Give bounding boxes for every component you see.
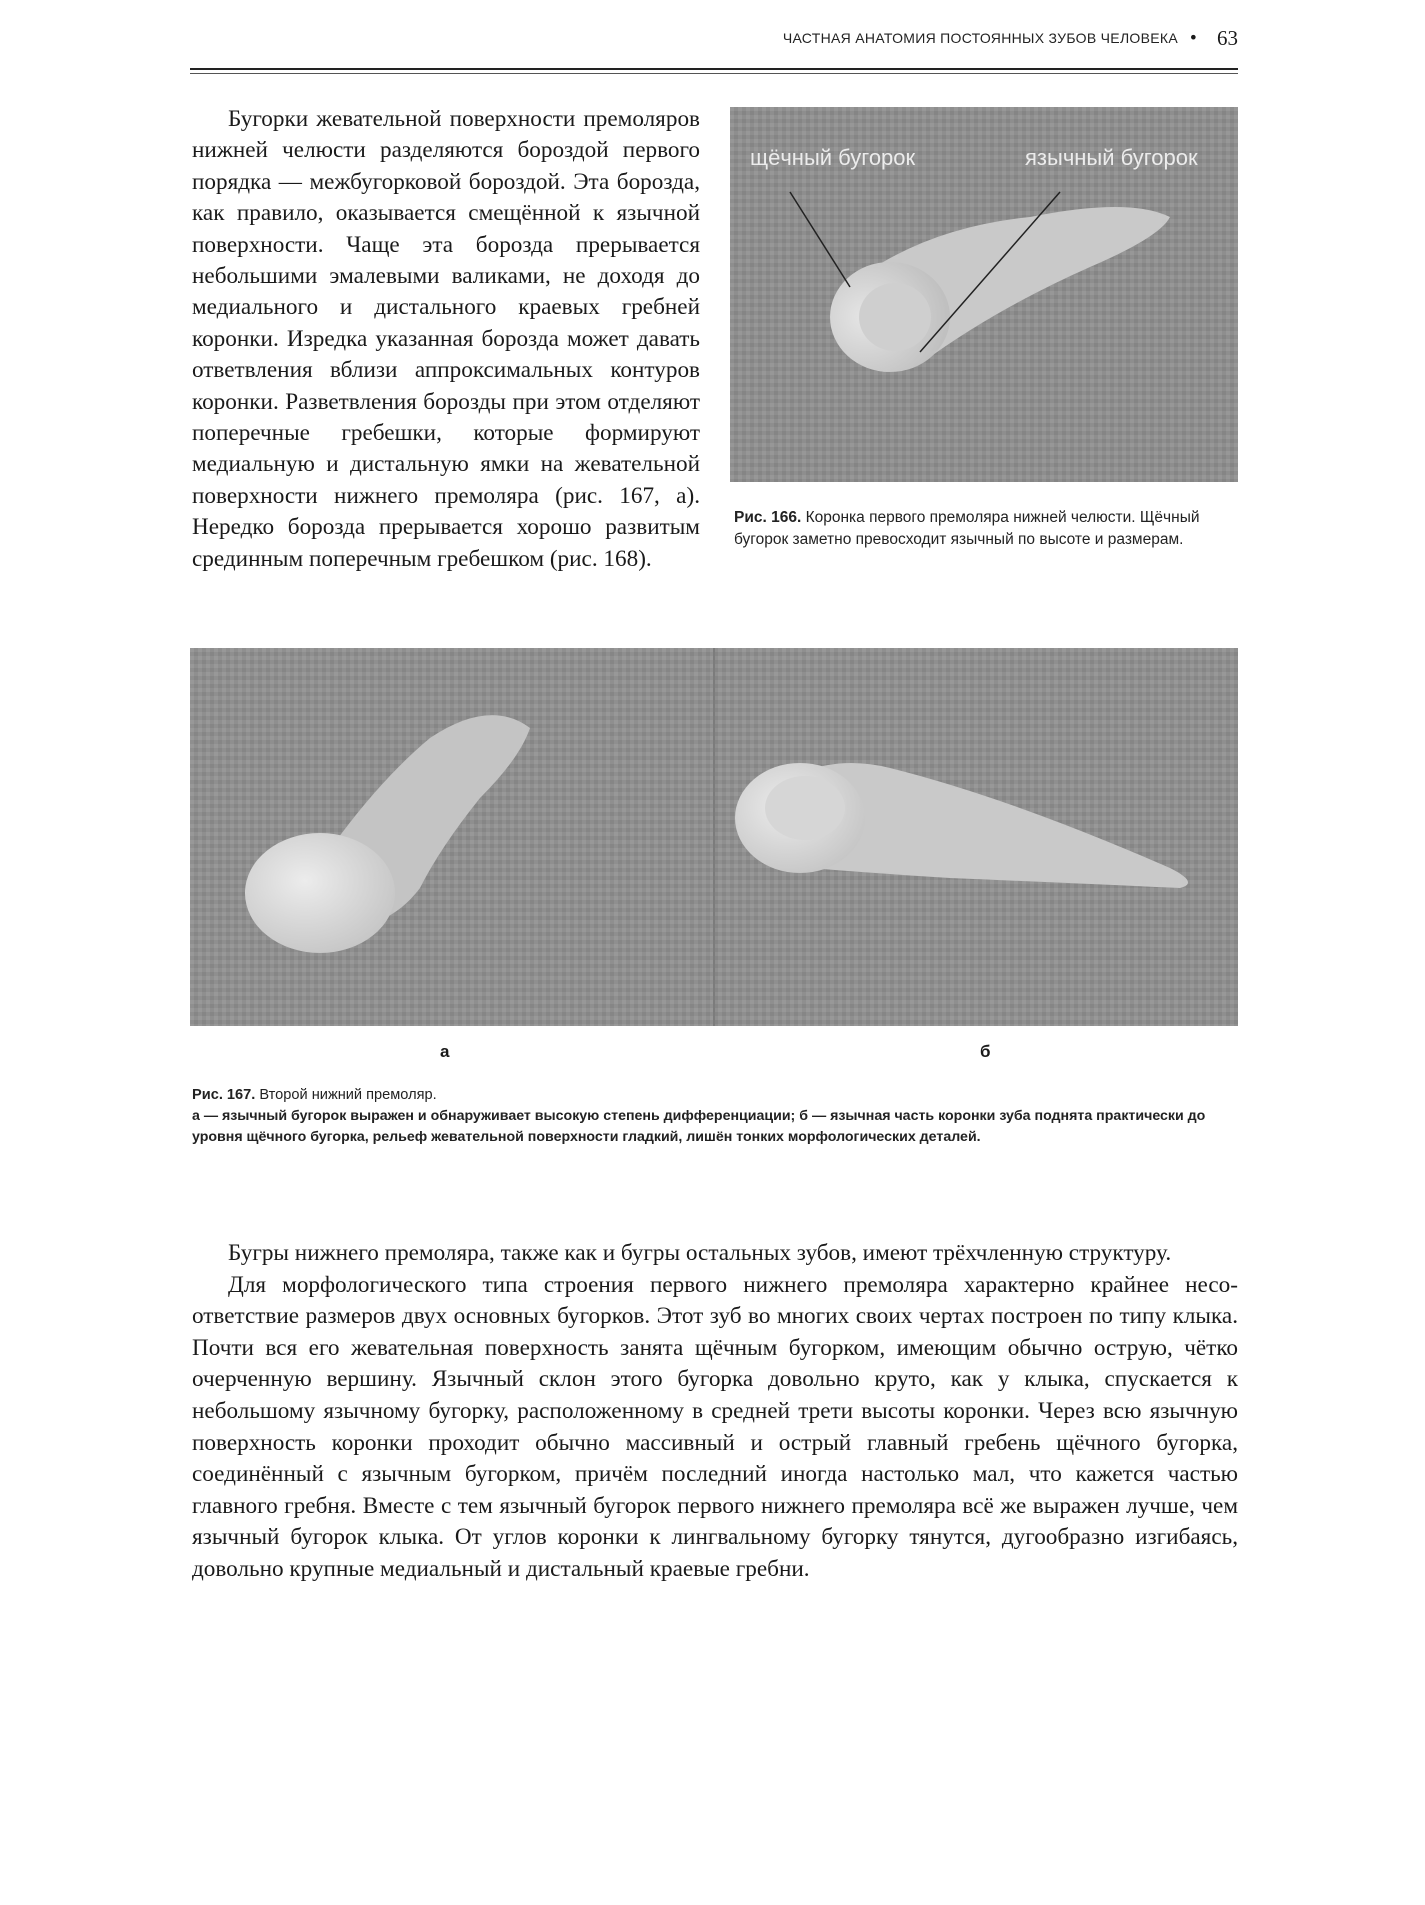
figure-167-photo (190, 648, 1238, 1026)
buccal-cusp-label: щёчный бугорок (750, 145, 916, 170)
header-bullet: • (1188, 28, 1198, 47)
figure-167-number: Рис. 167. (192, 1087, 256, 1103)
paragraph: Для морфологического типа строения первого нижнего премоляра характерно крайнее несоответствие размеров двух основных бугорков. Этот зуб во многих своих чертах построен по типу клыка. Почти вся его жевательная поверхность занята щёчным бугорком, имеющим обычно острую, чётко очерченную вершину. Язычный склон этого бугорка довольно круто, как у клыка, спускается к небольшому язычному бугорку, расположенному в средней трети высоты коронки. Через всю язычную поверхность коронки проходит обычно массивный и острый главный гребень щёчного бугорка, соединённый с язычным бугорком, причём последний иногда настолько мал, что кажется частью главного гребня. Вместе с тем язычный бугорок первого нижнего премоляра всё же выражен лучше, чем язычный бугорок клыка. От углов коронки к лингвальному бугорку тянутся, дугообразно изгибаясь, довольно крупные медиальный и дистальный краевые гребни. (192, 1271, 1238, 1582)
running-header (190, 26, 1238, 74)
body-text (192, 1238, 1238, 1586)
subfigure-b-label: б (980, 1042, 991, 1061)
left-column-text (192, 104, 700, 575)
page-number: 63 (1217, 26, 1238, 50)
figure-167-caption (192, 1085, 1238, 1148)
caption-key-a: а (192, 1108, 200, 1124)
header-rule (190, 68, 1238, 70)
figure-166-caption (734, 507, 1240, 551)
paragraph: Бугорки жевательной поверхности премоляров нижней челюсти разделяются бороздой первого порядка — межбугорковой бороздой. Эта борозда, как правило, оказывается смещённой к язычной поверхности. Чаще эта борозда прерывается небольшими эмалевыми валиками, не доходя до медиального и дистального краевых гребней коронки. Изредка указанная борозда может давать ответвления вблизи аппроксимальных контуров коронки. Разветвления борозды при этом отделяют поперечные гребешки, которые формируют медиальную и дистальную ямки на жевательной поверхности нижнего премоляра (рис. 167, а). Нередко борозда прерывается хорошо развитым срединным поперечным гребешком (рис. 168). (192, 106, 700, 572)
paragraph: Бугры нижнего премоляра, также как и бугры остальных зубов, имеют трёхчленную структуру. (228, 1240, 1172, 1266)
running-title: ЧАСТНАЯ АНАТОМИЯ ПОСТОЯННЫХ ЗУБОВ ЧЕЛОВЕКА (782, 30, 1178, 46)
figure-167-title: Второй нижний премоляр. (259, 1087, 437, 1103)
caption-key-b: б (799, 1108, 808, 1124)
figure-166-caption-text: Коронка первого премоляра нижней челюсти. Щёчный бугорок заметно превосходит язычный по высоте и размерам. (734, 509, 1200, 548)
header-rule-thin (190, 73, 1238, 74)
tooth-a (245, 833, 395, 953)
subfigure-a-label: а (440, 1042, 450, 1061)
figure-166-number: Рис. 166. (734, 509, 802, 526)
figure-166-photo (730, 107, 1238, 482)
caption-text-b: — язычная часть коронки зуба поднята практически до уровня щёчного бугорка, рельеф жевательной поверхности гладкий, лишён тонких морфологических деталей. (192, 1108, 1206, 1145)
lingual-cusp-label: язычный бугорок (1025, 145, 1198, 170)
caption-text-a: — язычный бугорок выражен и обнаруживает высокую степень дифференциации; (203, 1108, 796, 1124)
